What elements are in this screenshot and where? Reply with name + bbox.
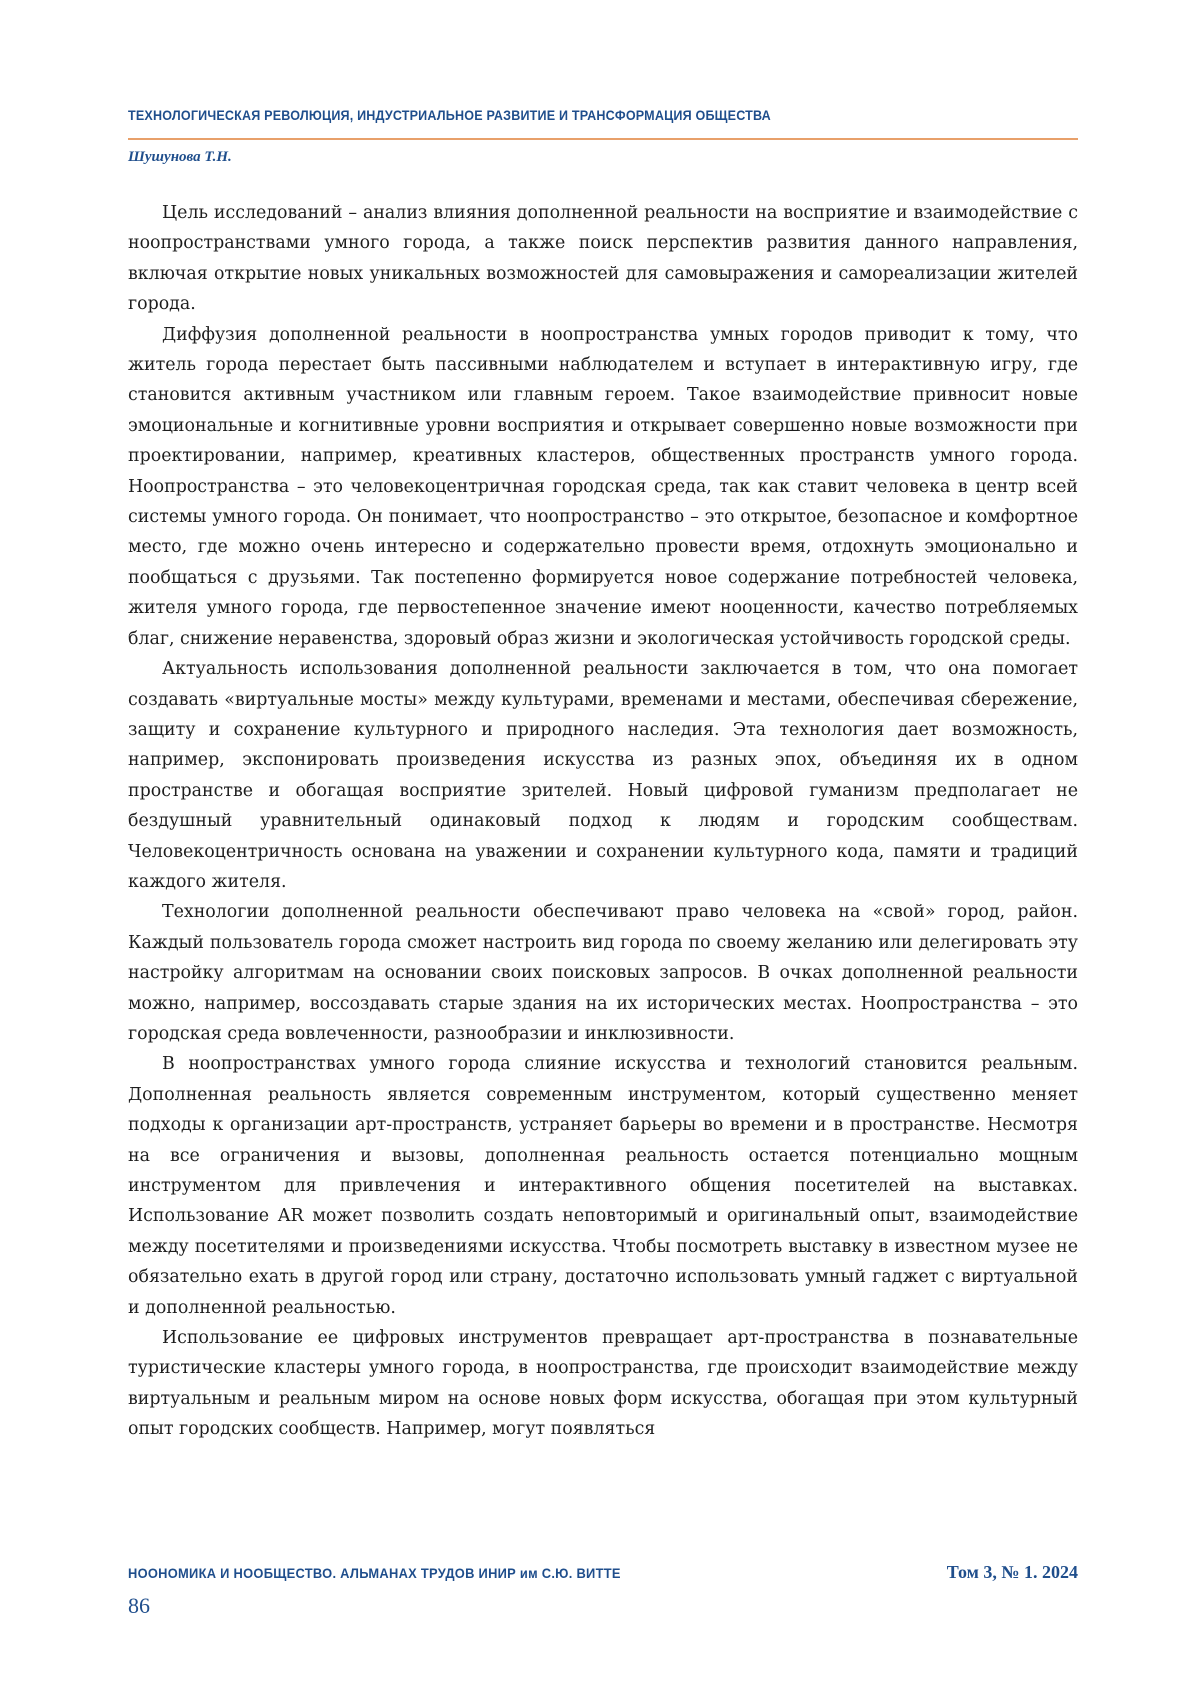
page-number: 86 bbox=[128, 1593, 150, 1618]
paragraph: В ноопространствах умного города слияние искусства и технологий становится реальным. Дополненная реальность является современным инструментом, который существенно меняет подходы к организации арт-пространств, устраняет барьеры во времени и в пространстве. Несмотря на все ограничения и вызовы, дополненная реальность остается потенциально мощным инструментом для привлечения и интерактивного общения посетителей на выставках. Использование AR может позволить создать неповторимый и оригинальный опыт, взаимодействие между посетителями и произведениями искусства. Чтобы посмотреть выставку в известном музее не обязательно ехать в другой город или страну, достаточно использовать умный гаджет с виртуальной и дополненной реальностью. bbox=[128, 1054, 1078, 1318]
footer-issue-info: Том 3, № 1. 2024 bbox=[946, 1562, 1078, 1582]
paragraph: Использование ее цифровых инструментов превращает арт-пространства в познавательные туристические кластеры умного города, в ноопространства, где происходит взаимодействие между виртуальным и реальным миром на основе новых форм искусства, обогащая при этом культурный опыт городских сообществ. Например, могут появляться bbox=[128, 1328, 1078, 1440]
footer-journal-title: НООНОМИКА И НООБЩЕСТВО. АЛЬМАНАХ ТРУДОВ ИНИР им С.Ю. ВИТТЕ bbox=[128, 1565, 621, 1581]
running-header-section-title: ТЕХНОЛОГИЧЕСКАЯ РЕВОЛЮЦИЯ, ИНДУСТРИАЛЬНОЕ РАЗВИТИЕ И ТРАНСФОРМАЦИЯ ОБЩЕСТВА bbox=[128, 108, 771, 123]
paragraph: Цель исследований – анализ влияния дополненной реальности на восприятие и взаимодействие с ноопространствами умного города, а также поиск перспектив развития данного направления, включая открытие новых уникальных возможностей для самовыражения и самореализации жителей города. bbox=[128, 203, 1078, 315]
paragraph: Диффузия дополненной реальности в ноопространства умных городов приводит к тому, что житель города перестает быть пассивными наблюдателем и вступает в интерактивную игру, где становится активным участником или главным героем. Такое взаимодействие привносит новые эмоциональные и когнитивные уровни восприятия и открывает совершенно новые возможности при проектировании, например, креативных кластеров, общественных пространств умного города. Ноопространства – это человекоцентричная городская среда, так как ставит человека в центр всей системы умного города. Он понимает, что ноопространство – это открытое, безопасное и комфортное место, где можно очень интересно и содержательно провести время, отдохнуть эмоционально и пообщаться с друзьями. Так постепенно формируется новое содержание потребностей человека, жителя умного города, где первостепенное значение имеют нооценности, качество потребляемых благ, снижение неравенства, здоровый образ жизни и экологическая устойчивость городской среды. bbox=[128, 324, 1078, 649]
author-name: Шушунова Т.Н. bbox=[128, 149, 232, 165]
header-divider bbox=[128, 138, 1078, 140]
paragraph: Актуальность использования дополненной реальности заключается в том, что она помогает создавать «виртуальные мосты» между культурами, временами и местами, обеспечивая сбережение, защиту и сохранение культурного и природного наследия. Эта технология дает возможность, например, экспонировать произведения искусства из разных эпох, объединяя их в одном пространстве и обогащая восприятие зрителей. Новый цифровой гуманизм предполагает не бездушный уравнительный одинаковый подход к людям и городским сообществам. Человекоцентричность основана на уважении и сохранении культурного кода, памяти и традиций каждого жителя. bbox=[128, 659, 1078, 892]
article-body bbox=[128, 198, 1078, 1445]
paragraph: Технологии дополненной реальности обеспечивают право человека на «свой» город, район. Каждый пользователь города сможет настроить вид города по своему желанию или делегировать эту настройку алгоритмам на основании своих поисковых запросов. В очках дополненной реальности можно, например, воссоздавать старые здания на их исторических местах. Ноопространства – это городская среда вовлеченности, разнообразии и инклюзивности. bbox=[128, 902, 1078, 1044]
